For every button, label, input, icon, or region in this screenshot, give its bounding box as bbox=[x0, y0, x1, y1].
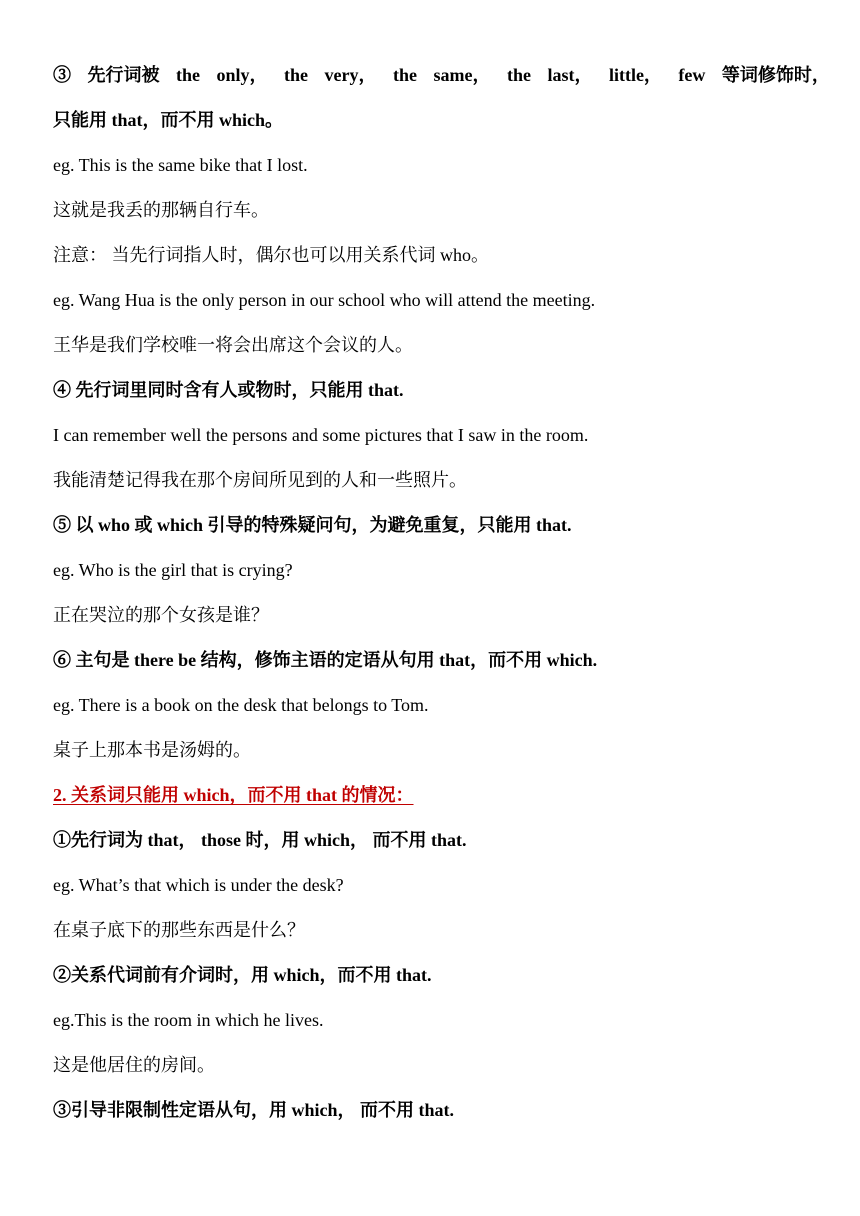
which-rule-2: ②关系代词前有介词时，用 which，而不用 that. bbox=[53, 965, 432, 985]
example-sentence: eg. What’s that which is under the desk? bbox=[53, 875, 344, 895]
rule-6-heading: ⑥ 主句是 there be 结构，修饰主语的定语从句用 that，而不用 which. bbox=[53, 650, 598, 670]
example-translation: 我能清楚记得我在那个房间所见到的人和一些照片。 bbox=[53, 470, 467, 490]
example-sentence: eg.This is the room in which he lives. bbox=[53, 1010, 324, 1030]
example-sentence: eg. There is a book on the desk that belongs to Tom. bbox=[53, 695, 429, 715]
rule-3-heading-continued: 只能用 that，而不用 which。 bbox=[53, 110, 284, 130]
which-rule-3: ③引导非限制性定语从句，用 which， 而不用 that. bbox=[53, 1100, 455, 1120]
example-translation: 这就是我丢的那辆自行车。 bbox=[53, 200, 269, 220]
section-heading: 2. 关系词只能用 which，而不用 that 的情况： bbox=[53, 785, 414, 805]
example-translation: 在桌子底下的那些东西是什么？ bbox=[53, 920, 305, 940]
example-sentence: eg. This is the same bike that I lost. bbox=[53, 155, 308, 175]
note-text: 注意： 当先行词指人时，偶尔也可以用关系代词 who。 bbox=[53, 245, 489, 265]
rule-3-heading: ③ 先行词被 the only， the very， the same， the last， little， few 等词修饰时， bbox=[53, 65, 830, 85]
rule-4-heading: ④ 先行词里同时含有人或物时，只能用 that. bbox=[53, 380, 404, 400]
example-translation: 这是他居住的房间。 bbox=[53, 1055, 215, 1075]
example-sentence: eg. Who is the girl that is crying? bbox=[53, 560, 293, 580]
which-rule-1: ①先行词为 that， those 时，用 which， 而不用 that. bbox=[53, 830, 467, 850]
rule-5-heading: ⑤ 以 who 或 which 引导的特殊疑问句，为避免重复，只能用 that. bbox=[53, 515, 572, 535]
example-sentence: I can remember well the persons and some pictures that I saw in the room. bbox=[53, 425, 589, 445]
example-sentence: eg. Wang Hua is the only person in our school who will attend the meeting. bbox=[53, 290, 596, 310]
example-translation: 桌子上那本书是汤姆的。 bbox=[53, 740, 251, 760]
example-translation: 王华是我们学校唯一将会出席这个会议的人。 bbox=[53, 335, 413, 355]
example-translation: 正在哭泣的那个女孩是谁？ bbox=[53, 605, 269, 625]
